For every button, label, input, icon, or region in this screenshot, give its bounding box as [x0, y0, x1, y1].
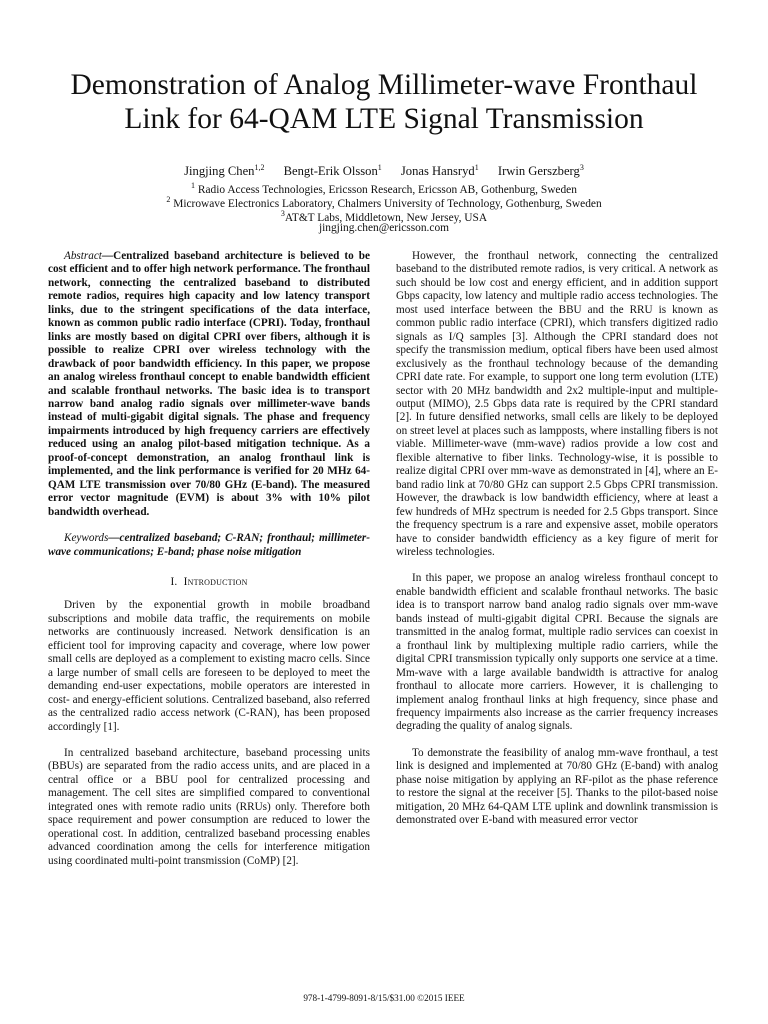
title-line-1: Demonstration of Analog Millimeter-wave Fronthaul — [70, 69, 698, 101]
section-number: I. — [170, 575, 178, 588]
author-1 — [184, 164, 264, 178]
author-2 — [284, 164, 382, 178]
keywords-text: —centralized baseband; C-RAN; fronthaul; millimeter-wave communications; E-band; phase noise mitigation — [48, 532, 370, 558]
affiliation-text: AT&T Labs, Middletown, New Jersey, USA — [284, 211, 488, 224]
section-title: Introduction — [183, 575, 248, 588]
title-line-2: Link for 64-QAM LTE Signal Transmission — [124, 103, 644, 135]
author-name: Jonas Hansryd — [400, 164, 475, 179]
paper-title — [30, 68, 738, 136]
right-column — [396, 250, 718, 828]
intro-paragraph-2: In centralized baseband architecture, baseband processing units (BBUs) are separated from the radio access units, and are placed in a central office or a BBU pool for centralized processing and management. The cell sites are simplified compared to conventional integrated ones with remote radio units (RRUs) only. Therefore both space requirement and power consumption are reduced to lower the operational cost. In addition, centralized baseband processing enables advanced coordination among the cells for interference mitigation using coordinated multi-point transmission (CoMP) [2]. — [48, 746, 370, 867]
intro-paragraph-3: However, the fronthaul network, connecting the centralized baseband to the distributed remote radios, is very critical. A network as such should be low cost and energy efficient, and in addition support Gbps capacity, low latency and multiple radio access technologies. The most used interface between the BBU and the RRU is known as common public radio interface (CPRI), which transfers digitized radio signals as I/Q samples [3]. Although the CPRI standard does not specify the transmission medium, optical fibers have been used almost exclusively as the fronthaul technology because of the demanding CPRI date rate. For example, to support one long term evolution (LTE) sector with 20 MHz bandwidth and 2x2 multiple-input and multiple-output (MIMO), 2.5 Gbps data rate is required by the CPRI standard [2]. In future densified networks, small cells are likely to be deployed on street level at places such as lampposts, where installing fibers is not viable. Millimeter-wave (mm-wave) radios provide a low cost and flexible alternative to fiber links. Technology-wise, it is possible to realize digital CPRI over mm-wave as demonstrated in [4], where an E-band radio link at 70/80 GHz can support 2.5 Gbps CPRI transmission. However, the drawback is low bandwidth efficiency, where at least a few hundreds of MHz spectrum is needed for 2.5 Gbps transport. Since the frequency spectrum is a rare and expensive asset, mobile operators have to consider bandwidth efficiency as a key figure of merit for wireless technologies. — [396, 250, 718, 558]
copyright-footer: 978-1-4799-8091-8/15/$31.00 ©2015 IEEE — [303, 993, 465, 1003]
abstract-label: Abstract — [64, 250, 102, 262]
author-sup: 1 — [474, 163, 479, 172]
author-name: Jingjing Chen — [184, 164, 255, 179]
author-name: Irwin Gerszberg — [497, 164, 580, 179]
author-email[interactable]: jingjing.chen@ericsson.com — [318, 222, 450, 234]
author-3 — [401, 164, 479, 178]
affiliation-sup: 1 — [191, 181, 196, 190]
affiliation-sup: 3 — [280, 209, 285, 218]
author-list — [30, 160, 738, 179]
author-sup: 1 — [377, 163, 382, 172]
intro-paragraph-5: To demonstrate the feasibility of analog mm-wave fronthaul, a test link is designed and implemented at 70/80 GHz (E-band) with analog phase noise mitigation by applying an RF-pilot as the phase reference to restore the signal at the receiver [5]. Thanks to the pilot-based noise mitigation, 20 MHz 64-QAM LTE uplink and downlink transmission is demonstrated over E-band with measured error vector — [396, 746, 718, 827]
abstract-text: —Centralized baseband architecture is believed to be cost efficient and to offer high network performance. The fronthaul network, connecting the centralized baseband to distributed remote radios, requires high capacity and low latency transport links, due to the stringent specifications of the data interface, known as common public radio interface (CPRI). Today, fronthaul links are mostly based on digital CPRI over fibers, although it is possible to realize CPRI over wireless technology with the drawback of poor bandwidth efficiency. In this paper, we propose an analog wireless fronthaul concept to enable bandwidth efficient and scalable fronthaul networks. The basic idea is to transport narrow band analog radio signals over millimeter-wave bands instead of multi-gigabit digital signals. The phase and frequency impairments introduced by high frequency carriers are effectively reduced using an analog pilot-based mitigation technique. As a proof-of-concept demonstration, an analog fronthaul link is implemented, and the link performance is verified for 20 MHz 64-QAM LTE transmission over 70/80 GHz (E-band). The measured error vector magnitude (EVM) is about 3% with 10% pilot bandwidth overhead. — [48, 250, 370, 518]
intro-paragraph-4: In this paper, we propose an analog wireless fronthaul concept to enable bandwidth efficient and scalable fronthaul networks. The basic idea is to transport narrow band analog radio signals over mm-wave bands instead of multi-gigabit digital CPRI. Because the signals are transmitted in the analog format, multiple radio services can coexist in a fronthaul link by multiplexing multiple radio carriers, while the digital CPRI transmission typically only supports one service at a time. Mm-wave with a large available bandwidth is attractive for analog fronthaul to allocate more carriers. However, it is challenging to implement analog fronthaul links at high frequency, since phase and frequency impairments also increase as the carrier frequency increases degrading the quality of analog signals. — [396, 572, 718, 733]
author-4 — [498, 164, 584, 178]
author-sup: 1,2 — [254, 163, 265, 172]
keywords — [48, 532, 370, 559]
author-sup: 3 — [579, 163, 584, 172]
affiliation-sup: 2 — [166, 195, 171, 204]
author-name: Bengt-Erik Olsson — [283, 164, 378, 179]
left-column — [48, 250, 370, 868]
affiliation-text: Radio Access Technologies, Ericsson Research, Ericsson AB, Gothenburg, Sweden — [197, 183, 577, 196]
keywords-label: Keywords — [64, 532, 109, 545]
affiliation-text: Microwave Electronics Laboratory, Chalmers University of Technology, Gothenburg, Sweden — [173, 197, 602, 210]
intro-paragraph-1: Driven by the exponential growth in mobile broadband subscriptions and mobile data traffic, the requirements on mobile networks are continuously increased. Network densification is an efficient tool for improving capacity and coverage, where low power small cells are deployed as a complement to existing macro cells. Since a large number of small cells are foreseen to be deployed to meet the demanding end-user expectations, mobile operators are interested in cost- and energy-efficient solutions. Centralized baseband, also referred as the centralized radio access network (C-RAN), has been proposed accordingly [1]. — [48, 599, 370, 733]
section-heading-introduction — [48, 576, 370, 589]
abstract — [48, 250, 370, 519]
